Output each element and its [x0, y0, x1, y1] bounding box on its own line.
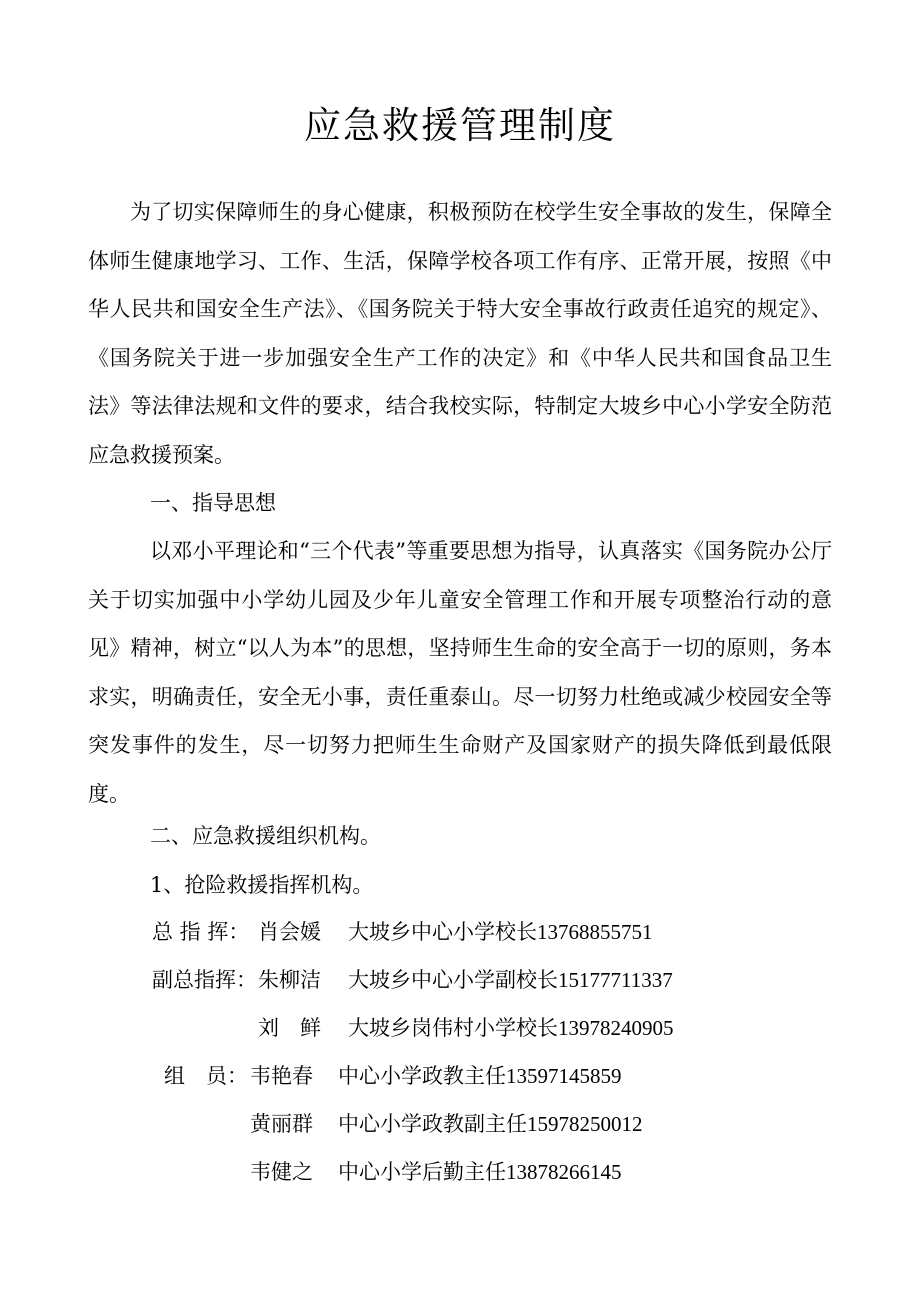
document-title: 应急救援管理制度: [304, 104, 616, 147]
roster-position-text: 中心小学政教副主任: [338, 1112, 527, 1136]
roster-phone: 13878266145: [506, 1160, 622, 1184]
roster-role: 总 指 挥：: [152, 920, 250, 944]
roster-role: 副总指挥：: [152, 968, 257, 992]
roster-phone: 13768855751: [537, 920, 653, 944]
intro-paragraph: 为了切实保障师生的身心健康，积极预防在校学生安全事故的发生，保障全体师生健康地学习、工作、生活，保障学校各项工作有序、正常开展，按照《中华人民共和国安全生产法》、《国务院关于特大安全事故行政责任追究的规定》、《国务院关于进一步加强安全生产工作的决定》和《中华人民共和国食品卫生法》等法律法规和文件的要求，结合我校实际，特制定大坡乡中心小学安全防范应急救援预案。: [88, 200, 832, 467]
section-heading-organization: 二、应急救援组织机构。: [150, 824, 381, 848]
roster-name: 韦艳春: [250, 1064, 313, 1088]
roster-name: 黄丽群: [250, 1112, 313, 1136]
roster-name: 朱柳洁: [258, 968, 321, 992]
roster-name: 肖会媛: [258, 920, 321, 944]
roster-row: [0, 1004, 920, 1052]
roster-row: [0, 1052, 920, 1100]
roster-row: [0, 1100, 920, 1148]
roster-position: [338, 1100, 643, 1148]
roster-phone: 13978240905: [558, 1016, 674, 1040]
roster-phone: 13597145859: [506, 1064, 622, 1088]
subsection-heading-command: 1、抢险救援指挥机构。: [150, 873, 374, 897]
roster-position-text: 大坡乡岗伟村小学校长: [348, 1016, 558, 1040]
command-roster: [0, 908, 920, 1204]
roster-phone: 15177711337: [558, 968, 673, 992]
roster-role: 组 员：: [164, 1064, 248, 1088]
roster-row: [0, 956, 920, 1004]
roster-position: [348, 908, 653, 956]
roster-position-text: 大坡乡中心小学副校长: [348, 968, 558, 992]
roster-position: [348, 956, 673, 1004]
roster-position: [338, 1148, 622, 1196]
section-heading-guiding-ideology: 一、指导思想: [150, 491, 276, 515]
roster-position-text: 中心小学后勤主任: [338, 1160, 506, 1184]
roster-row: [0, 908, 920, 956]
roster-position: [348, 1004, 674, 1052]
roster-phone: 15978250012: [527, 1112, 643, 1136]
roster-position: [338, 1052, 622, 1100]
guiding-ideology-paragraph: 以邓小平理论和“三个代表”等重要思想为指导，认真落实《国务院办公厅关于切实加强中小学幼儿园及少年儿童安全管理工作和开展专项整治行动的意见》精神，树立“以人为本”的思想，坚持师生生命的安全高于一切的原则，务本求实，明确责任，安全无小事，责任重泰山。尽一切努力杜绝或减少校园安全等突发事件的发生，尽一切努力把师生生命财产及国家财产的损失降低到最低限度。: [88, 539, 832, 806]
roster-name: 韦健之: [250, 1160, 313, 1184]
roster-row: [0, 1148, 920, 1196]
roster-position-text: 中心小学政教主任: [338, 1064, 506, 1088]
roster-position-text: 大坡乡中心小学校长: [348, 920, 537, 944]
roster-name: 刘 鲜: [258, 1016, 321, 1040]
